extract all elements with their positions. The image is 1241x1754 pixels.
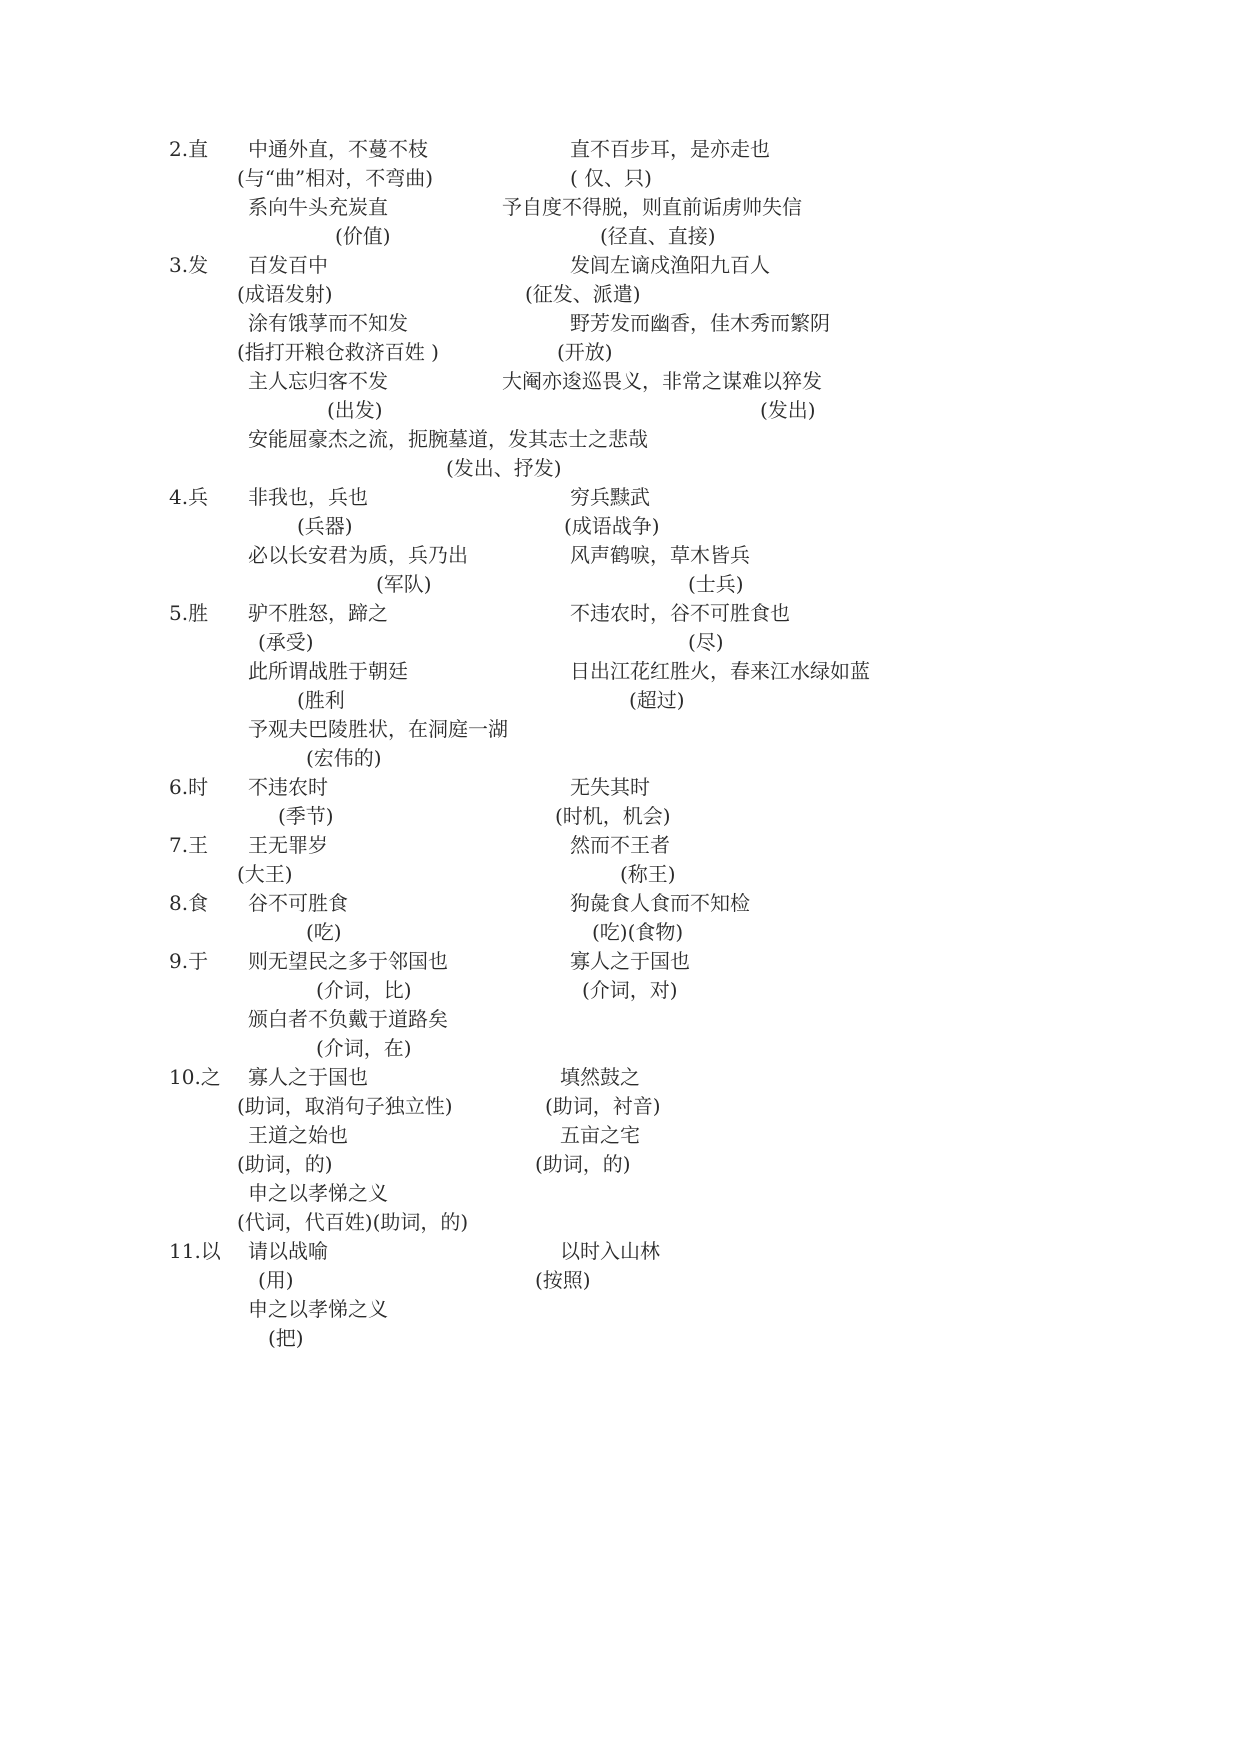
meaning-note: (出发) — [327, 398, 383, 422]
example-sentence: 狗彘食人食而不知检 — [570, 891, 750, 915]
meaning-note: (助词，的) — [237, 1152, 333, 1176]
entry-number: 5.胜 — [169, 601, 209, 625]
example-sentence: 以时入山林 — [560, 1239, 660, 1263]
meaning-note: (发出、抒发) — [446, 456, 562, 480]
meaning-note: (介词，对) — [582, 978, 678, 1002]
meaning-note: (兵器) — [297, 514, 353, 538]
entry-number: 2.直 — [169, 137, 209, 161]
meaning-note: (介词，在) — [316, 1036, 412, 1060]
example-sentence: 申之以孝悌之义 — [248, 1297, 388, 1321]
meaning-note: (按照) — [535, 1268, 591, 1292]
meaning-note: (吃)(食物) — [592, 920, 684, 944]
meaning-note: (大王) — [237, 862, 293, 886]
meaning-note: (助词，的) — [535, 1152, 631, 1176]
example-sentence: 驴不胜怒，蹄之 — [248, 601, 388, 625]
example-sentence: 野芳发而幽香，佳木秀而繁阴 — [570, 311, 830, 335]
example-sentence: 日出江花红胜火，春来江水绿如蓝 — [570, 659, 870, 683]
meaning-note: (时机，机会) — [555, 804, 671, 828]
example-sentence: 寡人之于国也 — [570, 949, 690, 973]
meaning-note: (尽) — [688, 630, 724, 654]
meaning-note: (与“曲”相对，不弯曲) — [237, 166, 434, 190]
example-sentence: 中通外直，不蔓不枝 — [248, 137, 428, 161]
example-sentence: 直不百步耳，是亦走也 — [570, 137, 770, 161]
meaning-note: (胜利 — [297, 688, 345, 712]
example-sentence: 予自度不得脱，则直前诟虏帅失信 — [502, 195, 802, 219]
example-sentence: 不违农时，谷不可胜食也 — [570, 601, 790, 625]
entry-number: 9.于 — [169, 949, 209, 973]
example-sentence: 安能屈豪杰之流，扼腕墓道，发其志士之悲哉 — [248, 427, 648, 451]
meaning-note: (价值) — [335, 224, 391, 248]
entry-number: 4.兵 — [169, 485, 209, 509]
example-sentence: 主人忘归客不发 — [248, 369, 388, 393]
example-sentence: 系向牛头充炭直 — [248, 195, 388, 219]
example-sentence: 大阉亦逡巡畏义，非常之谋难以猝发 — [502, 369, 822, 393]
meaning-note: (助词，取消句子独立性) — [237, 1094, 453, 1118]
meaning-note: (成语发射) — [237, 282, 333, 306]
example-sentence: 百发百中 — [248, 253, 328, 277]
example-sentence: 予观夫巴陵胜状，在洞庭一湖 — [248, 717, 508, 741]
example-sentence: 王道之始也 — [248, 1123, 348, 1147]
meaning-note: (季节) — [278, 804, 334, 828]
example-sentence: 穷兵黩武 — [570, 485, 650, 509]
meaning-note: (军队) — [376, 572, 432, 596]
entry-number: 7.王 — [169, 833, 209, 857]
meaning-note: ( 仅、只) — [570, 166, 652, 190]
meaning-note: (开放) — [557, 340, 613, 364]
entry-number: 6.时 — [169, 775, 209, 799]
example-sentence: 则无望民之多于邻国也 — [248, 949, 448, 973]
example-sentence: 然而不王者 — [570, 833, 670, 857]
meaning-note: (代词，代百姓)(助词，的) — [237, 1210, 469, 1234]
meaning-note: (助词，衬音) — [545, 1094, 661, 1118]
example-sentence: 此所谓战胜于朝廷 — [248, 659, 408, 683]
meaning-note: (称王) — [620, 862, 676, 886]
meaning-note: (指打开粮仓救济百姓 ) — [237, 340, 439, 364]
meaning-note: (承受) — [258, 630, 314, 654]
example-sentence: 发闾左谪戍渔阳九百人 — [570, 253, 770, 277]
example-sentence: 颁白者不负戴于道路矣 — [248, 1007, 448, 1031]
entry-number: 11.以 — [169, 1239, 221, 1263]
meaning-note: (成语战争) — [564, 514, 660, 538]
example-sentence: 无失其时 — [570, 775, 650, 799]
example-sentence: 王无罪岁 — [248, 833, 328, 857]
example-sentence: 风声鹤唳，草木皆兵 — [570, 543, 750, 567]
example-sentence: 必以长安君为质，兵乃出 — [248, 543, 468, 567]
example-sentence: 请以战喻 — [248, 1239, 328, 1263]
entry-number: 10.之 — [169, 1065, 221, 1089]
entry-number: 8.食 — [169, 891, 209, 915]
example-sentence: 寡人之于国也 — [248, 1065, 368, 1089]
example-sentence: 申之以孝悌之义 — [248, 1181, 388, 1205]
meaning-note: (征发、派遣) — [525, 282, 641, 306]
example-sentence: 填然鼓之 — [560, 1065, 640, 1089]
example-sentence: 涂有饿莩而不知发 — [248, 311, 408, 335]
entry-number: 3.发 — [169, 253, 209, 277]
meaning-note: (用) — [258, 1268, 294, 1292]
example-sentence: 不违农时 — [248, 775, 328, 799]
meaning-note: (发出) — [760, 398, 816, 422]
meaning-note: (把) — [268, 1326, 304, 1350]
meaning-note: (吃) — [306, 920, 342, 944]
example-sentence: 五亩之宅 — [560, 1123, 640, 1147]
example-sentence: 谷不可胜食 — [248, 891, 348, 915]
meaning-note: (宏伟的) — [306, 746, 382, 770]
meaning-note: (超过) — [629, 688, 685, 712]
example-sentence: 非我也，兵也 — [248, 485, 368, 509]
meaning-note: (介词，比) — [316, 978, 412, 1002]
meaning-note: (士兵) — [688, 572, 744, 596]
meaning-note: (径直、直接) — [600, 224, 716, 248]
